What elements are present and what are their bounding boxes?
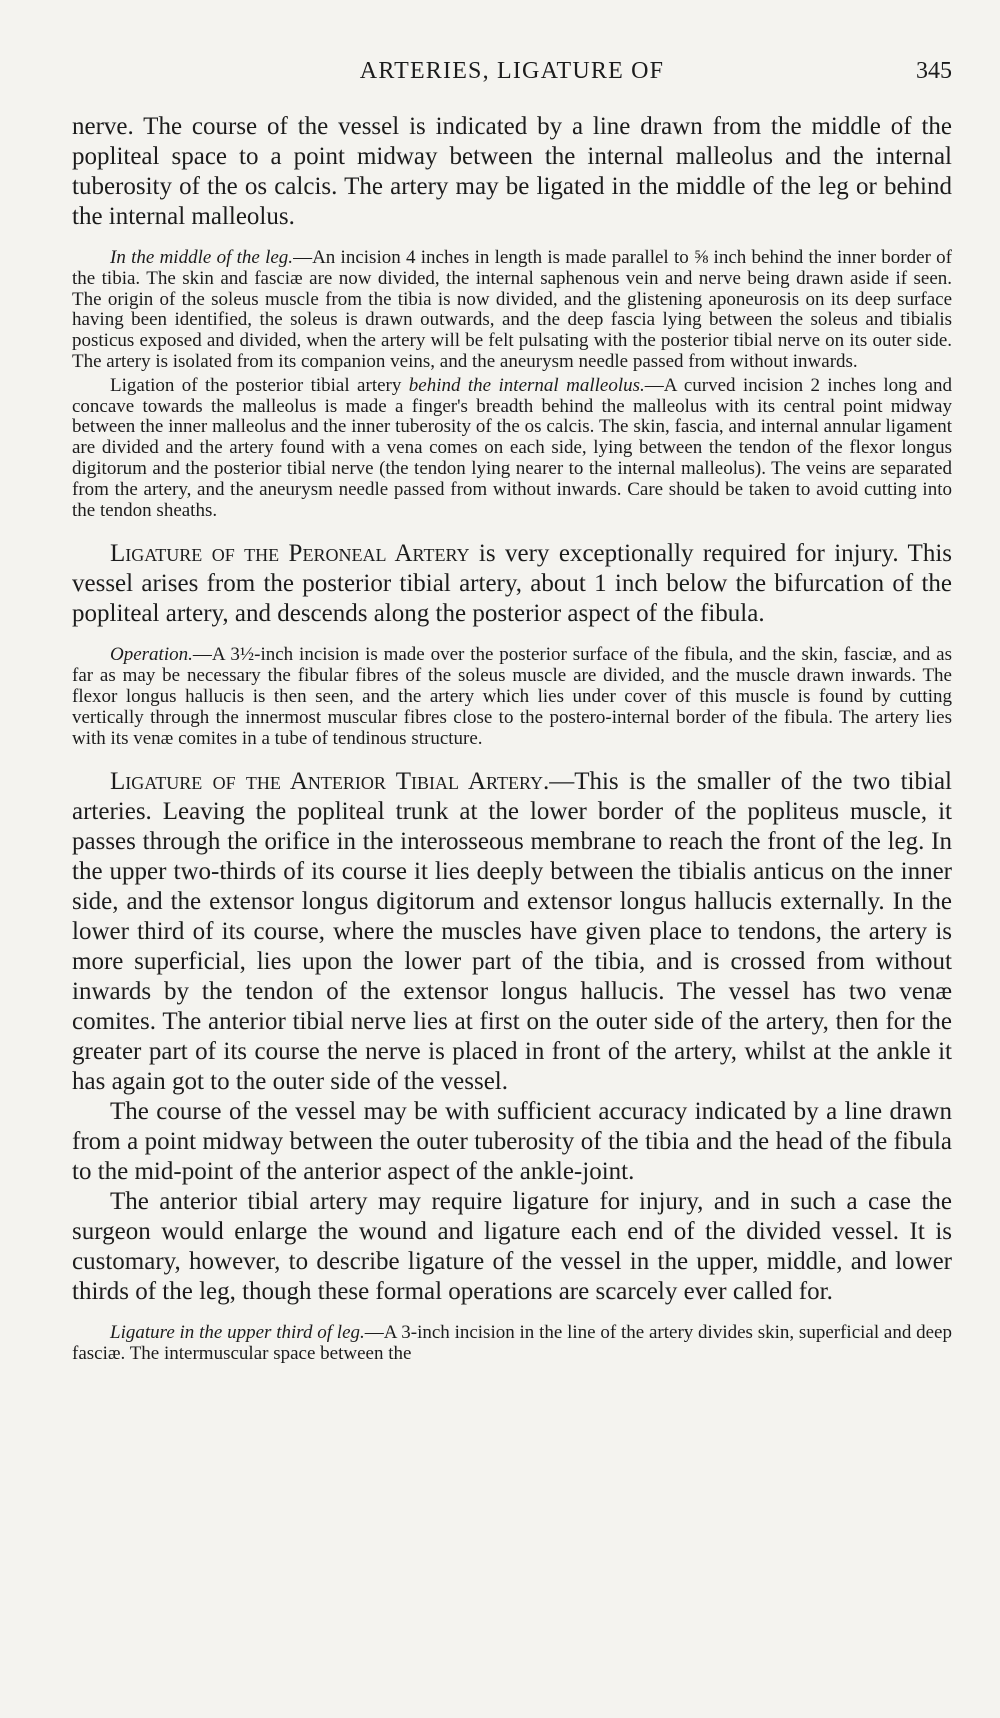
- paragraph-lead-italic: Operation.: [110, 644, 193, 666]
- paragraph-behind-malleolus-operation: [72, 376, 952, 522]
- paragraph-posterior-tibial-course: nerve. The course of the vessel is indicated by a line drawn from the middle of the popliteal space to a point midway between the internal malleolus and the internal tuberosity of the os calcis. The artery may be ligated in the middle of the leg or behind the internal malleolus.: [72, 113, 952, 230]
- paragraph-italic-phrase: behind the internal malleolus.: [408, 374, 645, 396]
- paragraph-text: —A curved incision 2 inches long and concave towards the malleolus is made a finger's breadth behind the malleolus with its central point midway between the inner malleolus and the inner tuberosity of the os calcis. The skin, fascia, and internal annular ligament are divided and the artery found with a vena comes on each side, lying between the tendon of the flexor longus digitorum and the posterior tibial nerve (the tendon lying nearer to the internal malleolus). The veins are separated from the artery, and the aneurysm needle passed from without inwards. Care should be taken to avoid cutting into the tendon sheaths.: [72, 374, 952, 521]
- paragraph-text: —A 3-inch incision in the line of the artery divides skin, superficial and deep fasciæ. The intermuscular space between the: [72, 1322, 952, 1365]
- paragraph-text-pre: Ligation of the posterior tibial artery: [110, 374, 409, 396]
- paragraph-lead-italic: Ligature in the upper third of leg.: [110, 1322, 365, 1344]
- section-heading-peroneal: Ligature of the Peroneal Artery: [110, 540, 470, 568]
- paragraph-peroneal-artery: [72, 539, 952, 629]
- paragraph-text: —An incision 4 inches in length is made parallel to ⅝ inch behind the inner border of the tibia. The skin and fasciæ are now divided, the internal saphenous vein and nerve being drawn aside if seen. The origin of the soleus muscle from the tibia is now divided, and the glistening aponeurosis on its deep surface having been identified, the soleus is drawn outwards, and the deep fascia lying between the soleus and tibialis posticus exposed and divided, when the artery will be felt pulsating with the posterior tibial nerve on its outer side. The artery is isolated from its companion veins, and the aneurysm needle passed from without inwards.: [72, 247, 952, 372]
- section-heading-anterior-tibial: Ligature of the Anterior Tibial Artery.: [110, 768, 550, 796]
- paragraph-text: is very exceptionally required for injury. This vessel arises from the posterior tibial artery, about 1 inch below the bifurcation of the popliteal artery, and descends along the posterior aspect of the fibula.: [72, 540, 952, 628]
- paragraph-peroneal-operation: [72, 645, 952, 749]
- page: [72, 58, 952, 1365]
- paragraph-text: —A 3½-inch incision is made over the posterior surface of the fibula, and the skin, fasciæ, and as far as may be necessary the fibular fibres of the soleus muscle are divided, and the muscle drawn inwards. The flexor longus hallucis is then seen, and the artery which lies under cover of this muscle is found by cutting vertically through the innermost muscular fibres close to the postero-internal border of the fibula. The artery lies with its venæ comites in a tube of tendinous structure.: [72, 644, 952, 749]
- paragraph-anterior-tibial-course-line: The course of the vessel may be with sufficient accuracy indicated by a line drawn from a point midway between the outer tuberosity of the tibia and the head of the fibula to the mid-point of the anterior aspect of the ankle-joint.: [72, 1098, 952, 1186]
- paragraph-anterior-tibial-ligature: The anterior tibial artery may require ligature for injury, and in such a case the surgeon would enlarge the wound and ligature each end of the divided vessel. It is customary, however, to describe ligature of the vessel in the upper, middle, and lower thirds of the leg, though these formal operations are scarcely ever called for.: [72, 1188, 952, 1306]
- paragraph-anterior-tibial-artery: [72, 767, 952, 1097]
- page-number: 345: [916, 58, 952, 84]
- paragraph-upper-third-operation: [72, 1323, 952, 1365]
- paragraph-text: —This is the smaller of the two tibial arteries. Leaving the popliteal trunk at the lower border of the popliteus muscle, it passes through the orifice in the interosseous membrane to reach the front of the leg. In the upper two-thirds of its course it lies deeply between the tibialis anticus on the inner side, and the extensor longus digitorum and extensor longus hallucis externally. In the lower third of its course, where the muscles have given place to tendons, the artery is more superficial, lies upon the lower part of the tibia, and is crossed from without inwards by the tendon of the extensor longus hallucis. The vessel has two venæ comites. The anterior tibial nerve lies at first on the outer side of the artery, then for the greater part of its course the nerve is placed in front of the artery, whilst at the ankle it has again got to the outer side of the vessel.: [72, 768, 952, 1096]
- paragraph-middle-of-leg-operation: [72, 248, 952, 373]
- running-head: [72, 58, 952, 98]
- running-title: ARTERIES, LIGATURE OF: [359, 58, 665, 84]
- paragraph-lead-italic: In the middle of the leg.: [110, 247, 294, 268]
